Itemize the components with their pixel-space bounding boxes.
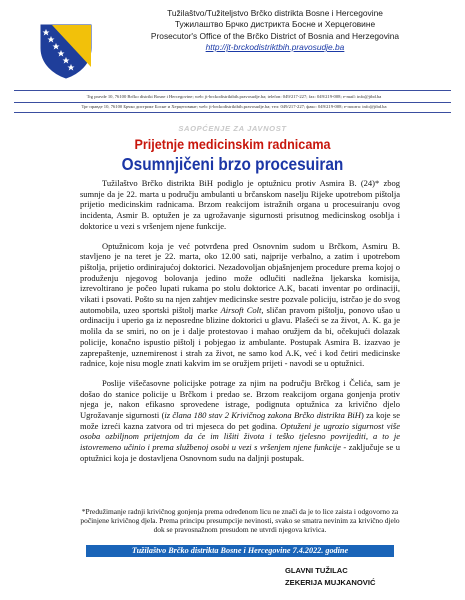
legal-article: iz člana 180 stav 2 Krivičnog zakona Brčko distrikta BiH: [164, 410, 361, 421]
paragraph-3-text-b: ) za koje se može izreći kazna zatvora od tri mjeseca do pet godina.: [80, 410, 400, 431]
contact-line-cyrillic: Трг правде 10, 76100 Брчко дистрикт Босне и Херцеговине; web: jt-brckodistriktbih.pravosudje.ba; тел: 049/217-227; факс: 049/219-008; е-пошта: info@jtbd.ba: [81, 104, 387, 109]
date-banner: Tužilaštvo Brčko distrikta Bosne i Hercegovine 7.4.2022. godine: [86, 545, 394, 557]
header-divider-bottom: [14, 112, 451, 113]
headline: Prijetnje medicinskim radnicama: [134, 136, 331, 152]
weapon-name: Airsoft Colt: [220, 304, 262, 315]
paragraph-3-text-a: Poslije višečasovne policijske potrage za njim na području Brčkog i Čelića, sam je došao do stanice policije u Brčkom i predao se. Brzom reakcijom organa gonjenja protiv njega je, nakon efikasno sprovedene istrage, podignuta optužnica za krivično djelo Ugrožavanje sigurnosti (: [80, 377, 400, 421]
paragraph-2-text-b: , sličan pravom pištolju, ponovo ušao u ordinaciju i uperio ga iz neposredne blizine doktorici u glavu. Plašeći se za život, A. K. ga je molila da se smiri, no on je i dalje protestovao i mahao oružjem da bi, očekujući dolazak policije, konačno ispustio pištolj i pobjegao iz ambulante. Postupak Asmira B. izazvao je zaprepaštenje, uznemirenost i strah za život, ne samo kod A.K, već i kod četiri medicinske radnice, koje nisu mogle znati kakvim im se oružjem prijeti - navodi se u optužnici.: [80, 304, 400, 369]
paragraph-2: [80, 241, 400, 369]
coat-of-arms-icon: [38, 22, 94, 80]
office-name-cyrillic: Тужилаштво Брчко дистрикта Босне и Херцеговине: [174, 19, 376, 30]
contact-divider: [14, 102, 451, 103]
contact-line-latin: Trg pravde 10, 76100 Brčko distrikt Bosne i Hercegovine; web: jt-brckodistriktbih.pravosudje.ba; telefon: 049/217-227; fax: 049/219-008; e-mail: info@jtbd.ba: [86, 94, 382, 99]
presumption-of-innocence-note: *Predužimanje radnji krivičnog gonjenja prema određenom licu ne znači da je to lice zaista i odgovorno za počinjene krivičnog djela. Prema principu presumpcije nevinosti, svako se smatra nevinim za krivično djelo dok se pravosnažnom presudom ne utvrdi njegova krivica.: [80, 507, 400, 535]
website-link[interactable]: http://jt-brckodistriktbih.pravosudje.ba: [205, 42, 345, 53]
signature-title: GLAVNI TUŽILAC: [285, 566, 348, 575]
press-release-body: [80, 178, 400, 473]
press-release-label: SAOPĆENJE ZA JAVNOST: [178, 124, 287, 133]
paragraph-3-text-c: - zaključuje se u optužnici koja je dostavljena Osnovnom sudu na daljnji postupak.: [80, 442, 400, 463]
header-divider-top: [14, 90, 451, 91]
signature-name: ZEKERIJA MUJKANOVIĆ: [285, 578, 376, 587]
paragraph-1: Tužilaštvo Brčko distrikta BiH podiglo je optužnicu protiv Asmira B. (24)* zbog sumnje da je 22. marta u području ambulanti u brčanskom naselju Rijeke upotrebom pištolja prijetio medicinskim radnicama. Brzom reakcijom istražnih organa u procesuiranju ovog incidenta, Asmir B. optužen je za ugrožavanje sigurnosti prisutnog medicinskog osoblja i doktorice u vezi s vršenjem njene funkcije.: [80, 178, 400, 231]
office-name-english: Prosecutor's Office of the Brčko District of Bosnia and Herzegovina: [150, 30, 400, 41]
office-name-block: [120, 8, 430, 54]
paragraph-2-text-a: Optužnicom koja je već potvrđena pred Osnovnim sudom u Brčkom, Asmiru B. stavljeno je na teret je 22. marta, oko 12.00 sati, najprije verbalno, a zatim i upotrebom pištolja, prijetio ordinirajućoj doktorici. Nezadovoljan objašnjenjem procedure prema kojoj o produženju njegovog bolovanja jedino može odlučiti nadležna ljekarska komisija, izrevoltirano je počeo lupati rukama po stolu doktorice A.K, bacati inventar po ordinaciji, vikati i psovati. Pošto su na njen zahtjev medicinske sestre pozvale policiju, istrčao je do svog automobila, uzeo sportski pištolj marke: [80, 240, 400, 315]
paragraph-3: [80, 378, 400, 464]
subheadline: Osumnjičeni brzo procesuiran: [121, 154, 344, 174]
letterhead: [0, 0, 465, 96]
indictment-quote: Optuženi je ugrozio sigurnost više osoba ozbiljnom prijetnjom da će im lišiti života i teško tjelesno povrijediti, a to je istovremeno učinio i prema službenoj osobi u vezi s vršenjem njene funkcije: [80, 420, 400, 453]
office-name-latin: Tužilaštvo/Tužiteljstvo Brčko distrikta Bosne i Hercegovine: [167, 8, 383, 18]
